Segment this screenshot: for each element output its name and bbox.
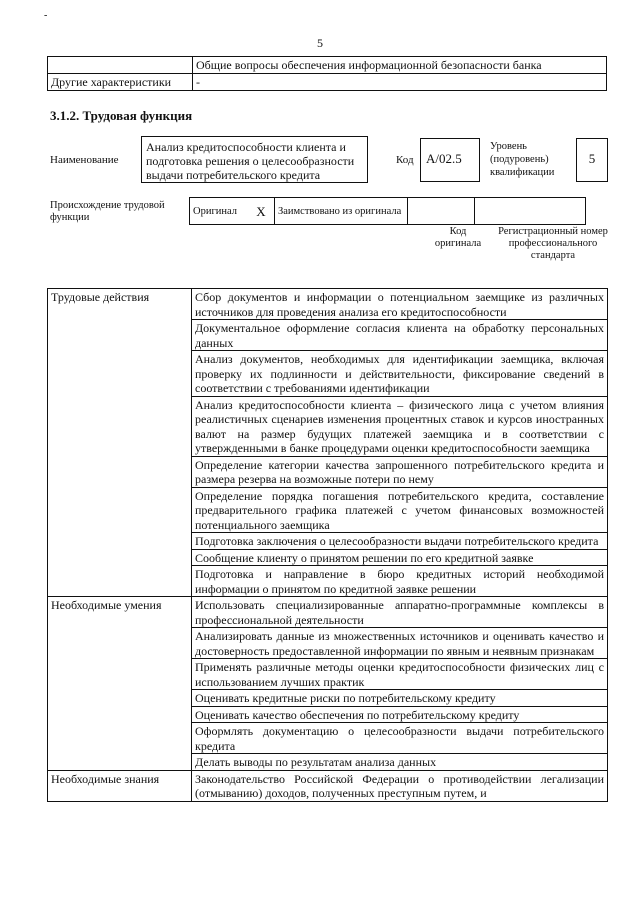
table-row — [48, 770, 608, 801]
row-label: Другие характеристики — [48, 74, 193, 91]
category-required-skills: Необходимые умения — [48, 597, 192, 771]
item-text: Оформлять документацию о целесообразности выдачи потребительского кредита — [192, 723, 608, 754]
level-label: Уровень (подуровень) квалификации — [490, 141, 555, 178]
row-value: - — [193, 74, 607, 91]
origin-label: Происхождение трудовой функции — [50, 200, 165, 223]
table-row — [48, 289, 608, 320]
item-text: Определение категории качества запрошенного потребительского кредита и размера резерва на возможные потери по нему — [192, 456, 608, 487]
item-text: Анализировать данные из множественных источников и оценивать качество и достоверность предоставленной информации по явным и неявным признакам — [192, 628, 608, 659]
table-row — [48, 597, 608, 628]
item-text: Документальное оформление согласия клиента на обработку персональных данных — [192, 320, 608, 351]
level-box: 5 — [576, 138, 608, 182]
item-text: Анализ кредитоспособности клиента – физического лица с учетом влияния реалистичных сценариев изменения процентных ставок и курсов иностранных валют на размер будущих платежей заемщика и в соответствии с утвержденными в банке процедурами оценки кредитоспособности заемщика — [192, 396, 608, 456]
item-text: Применять различные методы оценки кредитоспособности физических лиц с использованием лучших практик — [192, 659, 608, 690]
item-text: Законодательство Российской Федерации о противодействии легализации (отмыванию) доходов, полученных преступным путем, и — [192, 770, 608, 801]
item-text: Оценивать качество обеспечения по потребительскому кредиту — [192, 706, 608, 723]
function-name-box: Анализ кредитоспособности клиента и подготовка решения о целесообразности выдачи потребительского кредита — [141, 136, 368, 183]
category-required-knowledge: Необходимые знания — [48, 770, 192, 801]
function-code-box: A/02.5 — [420, 138, 480, 182]
item-text: Определение порядка погашения потребительского кредита, составление предварительного графика платежей с учетом финансовых возможностей потенциального заемщика — [192, 487, 608, 533]
top-characteristics-table — [47, 56, 607, 91]
table-row — [190, 198, 586, 225]
borrowed-label: Заимствовано из оригинала — [275, 198, 408, 225]
origin-reg-cell — [475, 198, 586, 225]
row-label — [48, 57, 193, 74]
item-text: Сбор документов и информации о потенциальном заемщике из различных источников для проведения анализа его кредитоспособности — [192, 289, 608, 320]
section-title: 3.1.2. Трудовая функция — [50, 108, 193, 123]
code-label: Код — [396, 154, 414, 166]
table-row — [48, 57, 607, 74]
item-text: Делать выводы по результатам анализа данных — [192, 754, 608, 771]
item-text: Анализ документов, необходимых для идентификации заемщика, включая проверку их подлинности и действительности, фиксирование сведений в соответствии с требованиями идентификации — [192, 351, 608, 397]
original-label: Оригинал — [190, 198, 249, 225]
item-text: Сообщение клиенту о принятом решении по его кредитной заявке — [192, 549, 608, 566]
name-label: Наименование — [50, 154, 119, 166]
row-value: Общие вопросы обеспечения информационной безопасности банка — [193, 57, 607, 74]
origin-table — [189, 197, 586, 225]
item-text: Подготовка заключения о целесообразности выдачи потребительского кредита — [192, 533, 608, 550]
table-row — [48, 74, 607, 91]
corner-mark: - — [44, 10, 48, 21]
category-labor-actions: Трудовые действия — [48, 289, 192, 597]
item-text: Подготовка и направление в бюро кредитных историй необходимой информации о принятом по кредитной заявке решении — [192, 566, 608, 597]
original-mark: X — [248, 198, 275, 225]
reg-caption: Регистрационный номер профессионального стандарта — [498, 226, 608, 261]
item-text: Оценивать кредитные риски по потребительскому кредиту — [192, 690, 608, 707]
item-text: Использовать специализированные аппаратно-программные комплексы в профессиональной деятельности — [192, 597, 608, 628]
page-number: 5 — [317, 36, 323, 50]
function-details-table — [47, 288, 608, 802]
code-caption: Код оригинала — [434, 226, 482, 249]
origin-code-cell — [408, 198, 475, 225]
